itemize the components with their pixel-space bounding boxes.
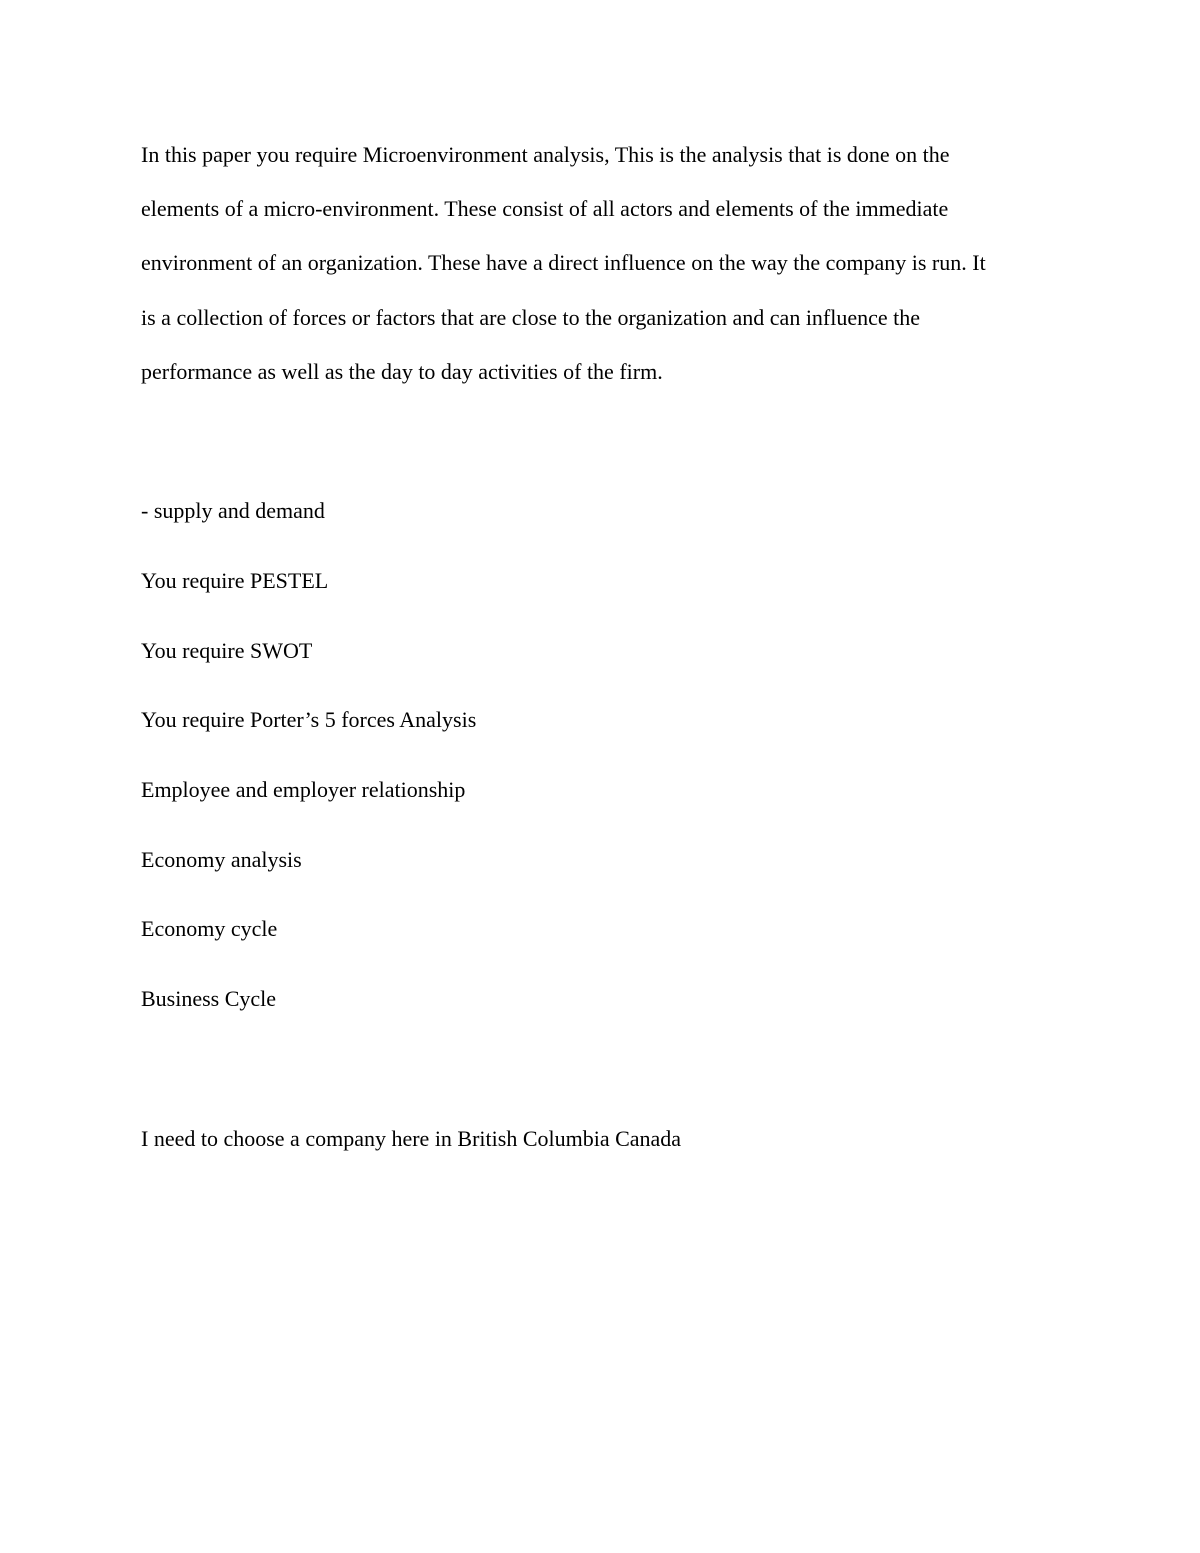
list-item: Employee and employer relationship <box>141 777 466 802</box>
list-item: You require Porter’s 5 forces Analysis <box>141 707 477 732</box>
list-item: You require PESTEL <box>141 568 329 593</box>
paragraph-line: In this paper you require Microenvironment analysis, This is the analysis that is done on the <box>141 142 950 167</box>
paragraph-line: performance as well as the day to day activities of the firm. <box>141 359 663 384</box>
closing-line: I need to choose a company here in British Columbia Canada <box>141 1126 682 1151</box>
list-item: Economy cycle <box>141 916 278 941</box>
paragraph-line: is a collection of forces or factors that are close to the organization and can influence the <box>141 305 921 330</box>
paragraph-line: environment of an organization. These have a direct influence on the way the company is run. It <box>141 250 986 275</box>
list-item: Business Cycle <box>141 986 277 1011</box>
paragraph-line: elements of a micro-environment. These consist of all actors and elements of the immediate <box>141 196 949 221</box>
list-item: - supply and demand <box>141 498 325 523</box>
list-item: You require SWOT <box>141 638 313 663</box>
list-item: Economy analysis <box>141 847 302 872</box>
